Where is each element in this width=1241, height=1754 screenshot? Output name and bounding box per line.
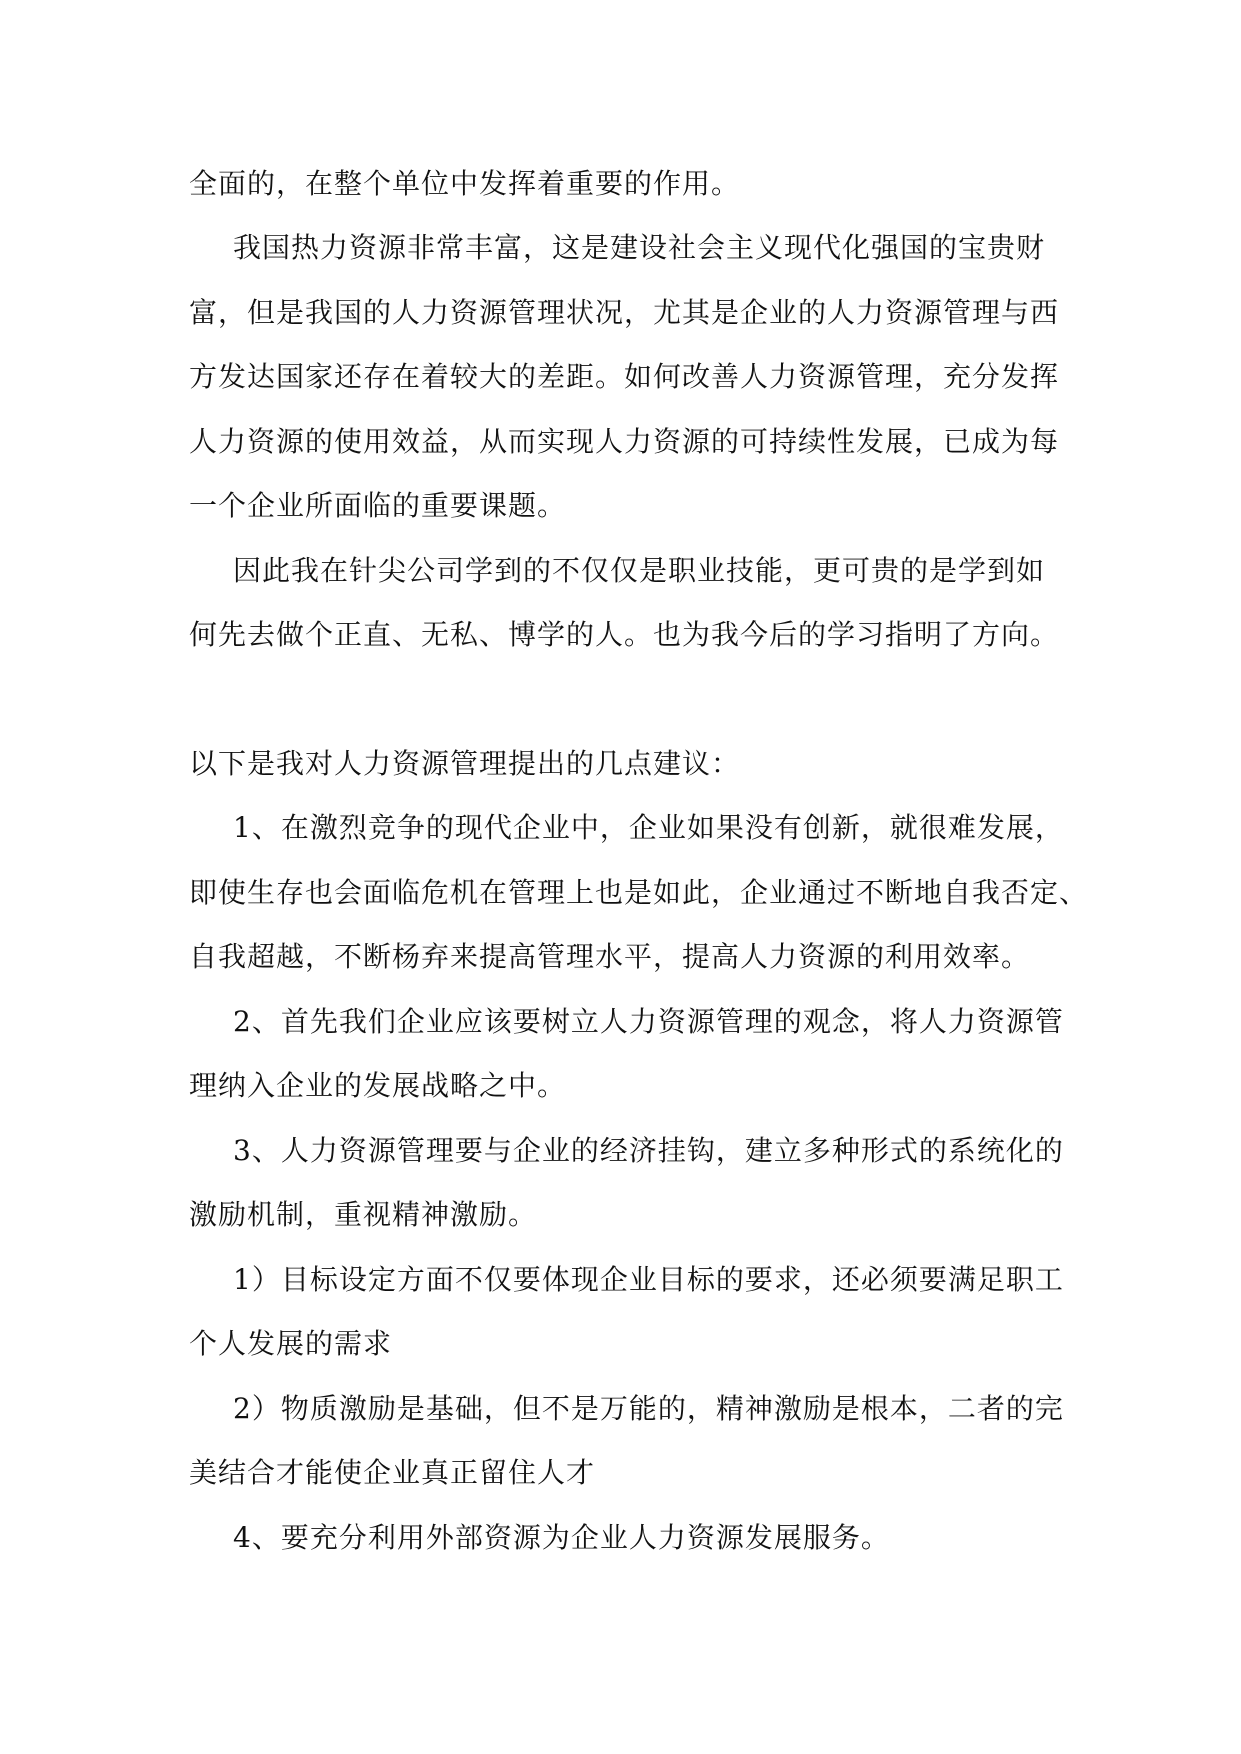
text-line: 1）目标设定方面不仅要体现企业目标的要求，还必须要满足职工	[233, 1263, 1064, 1296]
text-line: 3、人力资源管理要与企业的经济挂钩，建立多种形式的系统化的	[233, 1134, 1064, 1167]
text-line: 全面的，在整个单位中发挥着重要的作用。	[189, 167, 741, 200]
text-line: 激励机制，重视精神激励。	[189, 1198, 538, 1231]
text-line: 4、要充分利用外部资源为企业人力资源发展服务。	[233, 1521, 890, 1554]
text-line: 以下是我对人力资源管理提出的几点建议：	[189, 747, 741, 780]
text-line: 一个企业所面临的重要课题。	[189, 489, 567, 522]
text-line: 方发达国家还存在着较大的差距。如何改善人力资源管理，充分发挥	[189, 360, 1060, 393]
text-line: 2）物质激励是基础，但不是万能的，精神激励是根本，二者的完	[233, 1392, 1064, 1425]
text-line: 因此我在针尖公司学到的不仅仅是职业技能，更可贵的是学到如	[233, 554, 1046, 587]
text-line: 2、首先我们企业应该要树立人力资源管理的观念，将人力资源管	[233, 1005, 1064, 1038]
text-line: 个人发展的需求	[189, 1327, 393, 1360]
text-line: 1、在激烈竞争的现代企业中，企业如果没有创新，就很难发展，	[233, 811, 1064, 844]
text-line: 理纳入企业的发展战略之中。	[189, 1069, 567, 1102]
text-line: 我国热力资源非常丰富，这是建设社会主义现代化强国的宝贵财	[233, 231, 1046, 264]
text-line: 即使生存也会面临危机在管理上也是如此，企业通过不断地自我否定、	[189, 876, 1089, 909]
text-line: 人力资源的使用效益，从而实现人力资源的可持续性发展，已成为每	[189, 425, 1060, 458]
text-line: 美结合才能使企业真正留住人才	[189, 1456, 596, 1489]
text-line: 富，但是我国的人力资源管理状况，尤其是企业的人力资源管理与西	[189, 296, 1060, 329]
text-line: 自我超越，不断杨弃来提高管理水平，提高人力资源的利用效率。	[189, 940, 1031, 973]
text-line: 何先去做个正直、无私、博学的人。也为我今后的学习指明了方向。	[189, 618, 1060, 651]
